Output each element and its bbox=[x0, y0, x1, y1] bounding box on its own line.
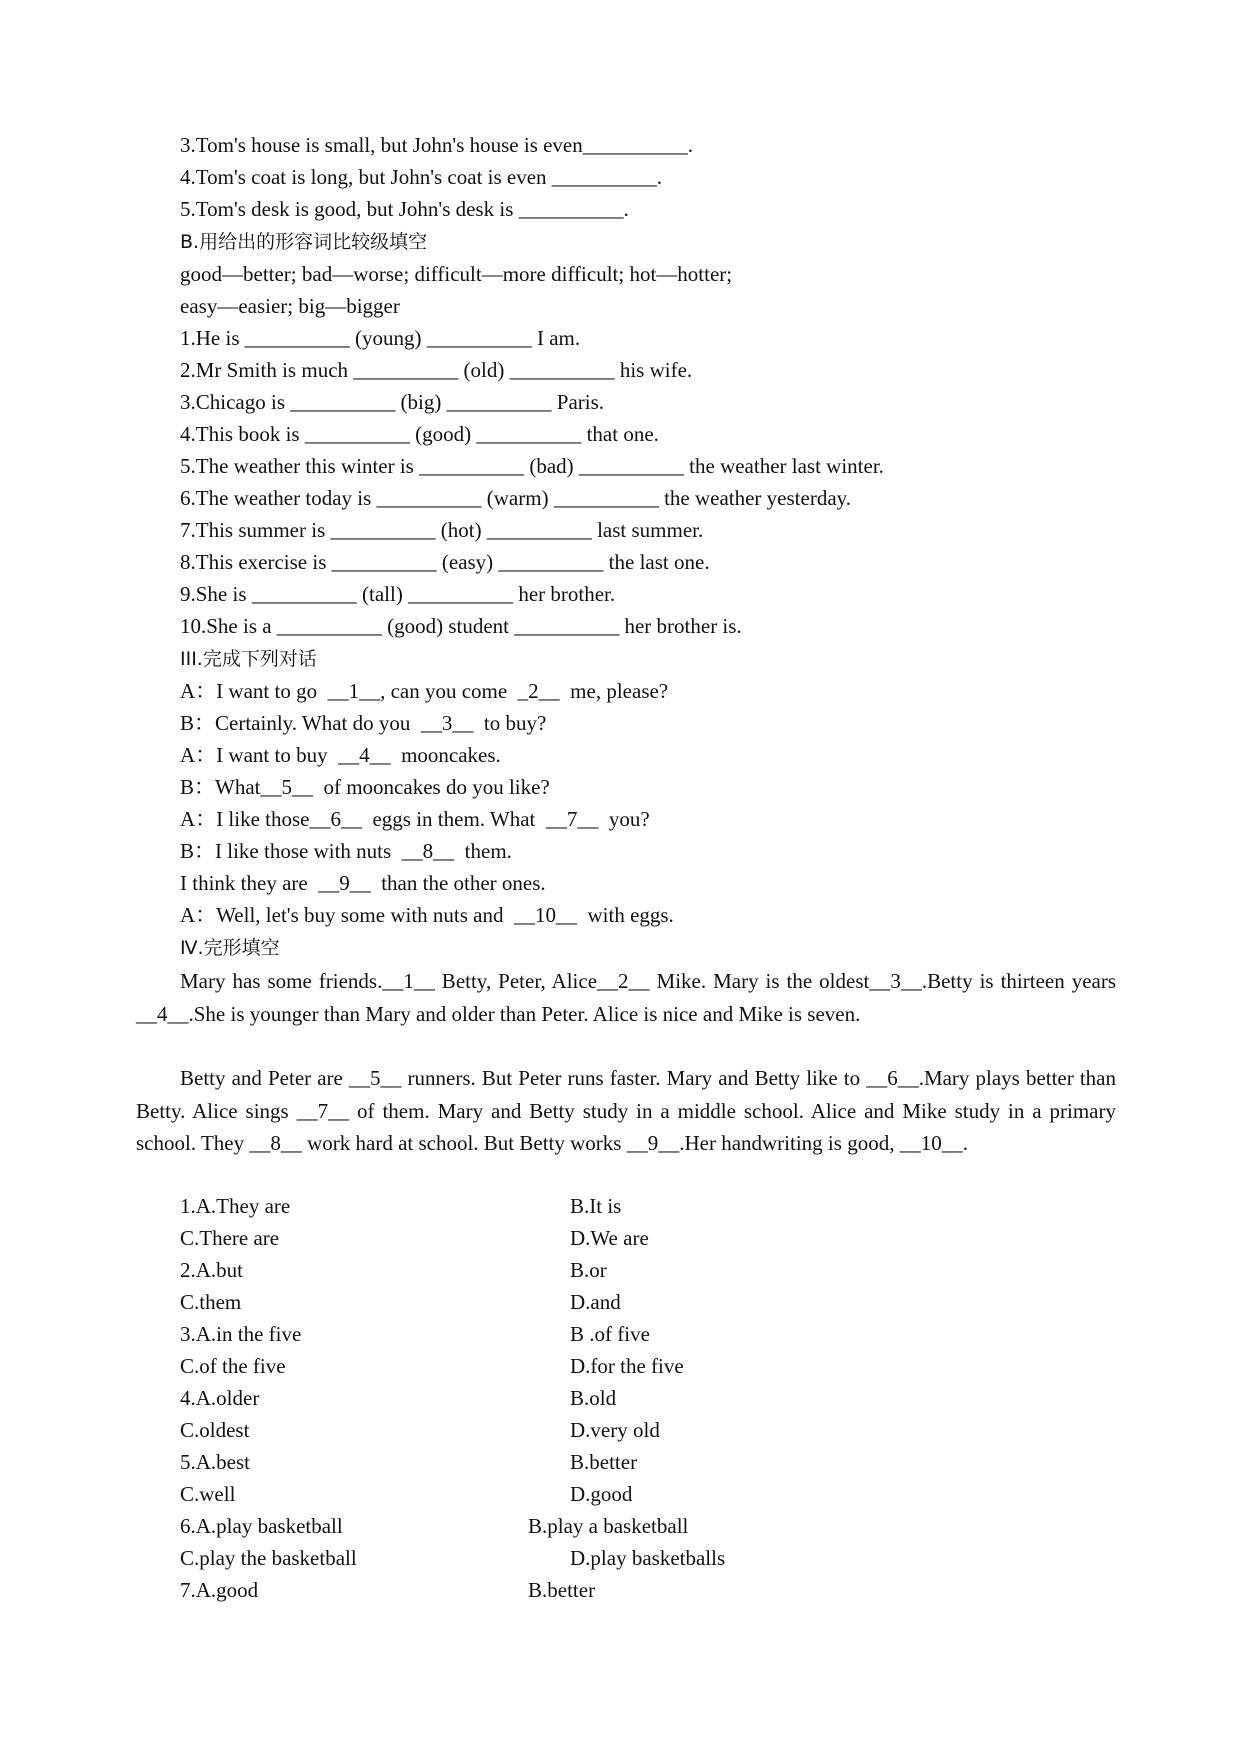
part-b-item-7: 7.This summer is __________ (hot) __________ last summer. bbox=[180, 518, 704, 542]
part-3-heading: III.完成下列对话 bbox=[180, 648, 317, 670]
option-7-right: B.old bbox=[570, 1386, 617, 1410]
dialogue-line-4: B：What__5__ of mooncakes do you like? bbox=[180, 775, 550, 799]
option-2-left: C.There are bbox=[180, 1226, 280, 1250]
part-a-item-3: 3.Tom's house is small, but John's house is even__________. bbox=[180, 133, 694, 157]
part-a-item-5: 5.Tom's desk is good, but John's desk is __________. bbox=[180, 197, 629, 221]
option-9-right: B.better bbox=[570, 1450, 638, 1474]
cloze-paragraph-1: Mary has some friends.__1__ Betty, Peter, Alice__2__ Mike. Mary is the oldest__3__.Betty is thirteen years __4__.She is younger than Mary and older than Peter. Alice is nice and Mike is seven. bbox=[136, 969, 1116, 1026]
option-3-right: B.or bbox=[570, 1258, 607, 1282]
option-3-left: 2.A.but bbox=[180, 1258, 243, 1282]
part-b-item-9: 9.She is __________ (tall) __________ her brother. bbox=[180, 582, 616, 606]
option-8-right: D.very old bbox=[570, 1418, 660, 1442]
option-11-right: B.play a basketball bbox=[528, 1514, 689, 1538]
part-b-item-5: 5.The weather this winter is __________ (bad) __________ the weather last winter. bbox=[180, 454, 884, 478]
option-12-right: D.play basketballs bbox=[570, 1546, 726, 1570]
dialogue-line-7: I think they are __9__ than the other ones. bbox=[180, 871, 546, 895]
option-1-left: 1.A.They are bbox=[180, 1194, 291, 1218]
option-4-left: C.them bbox=[180, 1290, 242, 1314]
option-7-left: 4.A.older bbox=[180, 1386, 260, 1410]
dialogue-line-2: B：Certainly. What do you __3__ to buy? bbox=[180, 711, 547, 735]
option-4-right: D.and bbox=[570, 1290, 621, 1314]
option-1-right: B.It is bbox=[570, 1194, 622, 1218]
option-13-left: 7.A.good bbox=[180, 1578, 259, 1602]
option-6-right: D.for the five bbox=[570, 1354, 684, 1378]
option-5-left: 3.A.in the five bbox=[180, 1322, 302, 1346]
dialogue-line-5: A：I like those__6__ eggs in them. What __7__ you? bbox=[180, 807, 650, 831]
dialogue-line-3: A：I want to buy __4__ mooncakes. bbox=[180, 743, 501, 767]
part-4-heading: Ⅳ.完形填空 bbox=[180, 937, 280, 959]
option-10-left: C.well bbox=[180, 1482, 236, 1506]
part-b-item-1: 1.He is __________ (young) __________ I am. bbox=[180, 326, 581, 350]
part-b-item-4: 4.This book is __________ (good) __________ that one. bbox=[180, 422, 659, 446]
option-11-left: 6.A.play basketball bbox=[180, 1514, 343, 1538]
dialogue-line-6: B：I like those with nuts __8__ them. bbox=[180, 839, 512, 863]
part-b-item-6: 6.The weather today is __________ (warm) __________ the weather yesterday. bbox=[180, 486, 852, 510]
word-list-line-1: good—better; bad—worse; difficult—more difficult; hot—hotter; bbox=[180, 262, 733, 286]
cloze-paragraph-2: Betty and Peter are __5__ runners. But Peter runs faster. Mary and Betty like to __6__.Mary plays better than Betty. Alice sings __7__ of them. Mary and Betty study in a middle school. Alice and Mike study in a primary school. They __8__ work hard at school. But Betty works __9__.Her handwriting is good, __10__. bbox=[136, 1066, 1116, 1155]
part-a-item-4: 4.Tom's coat is long, but John's coat is even __________. bbox=[180, 165, 663, 189]
dialogue-line-8: A：Well, let's buy some with nuts and __10__ with eggs. bbox=[180, 903, 674, 927]
part-b-item-8: 8.This exercise is __________ (easy) __________ the last one. bbox=[180, 550, 710, 574]
option-5-right: B .of five bbox=[570, 1322, 650, 1346]
part-b-item-2: 2.Mr Smith is much __________ (old) __________ his wife. bbox=[180, 358, 693, 382]
option-9-left: 5.A.best bbox=[180, 1450, 250, 1474]
dialogue-line-1: A：I want to go __1__, can you come _2__ me, please? bbox=[180, 679, 669, 703]
option-8-left: C.oldest bbox=[180, 1418, 250, 1442]
option-2-right: D.We are bbox=[570, 1226, 649, 1250]
option-12-left: C.play the basketball bbox=[180, 1546, 357, 1570]
part-b-item-3: 3.Chicago is __________ (big) __________ Paris. bbox=[180, 390, 605, 414]
option-10-right: D.good bbox=[570, 1482, 633, 1506]
part-b-heading: B.用给出的形容词比较级填空 bbox=[180, 231, 428, 253]
option-6-left: C.of the five bbox=[180, 1354, 286, 1378]
option-13-right: B.better bbox=[528, 1578, 596, 1602]
word-list-line-2: easy—easier; big—bigger bbox=[180, 294, 400, 318]
part-b-item-10: 10.She is a __________ (good) student __________ her brother is. bbox=[180, 614, 742, 638]
